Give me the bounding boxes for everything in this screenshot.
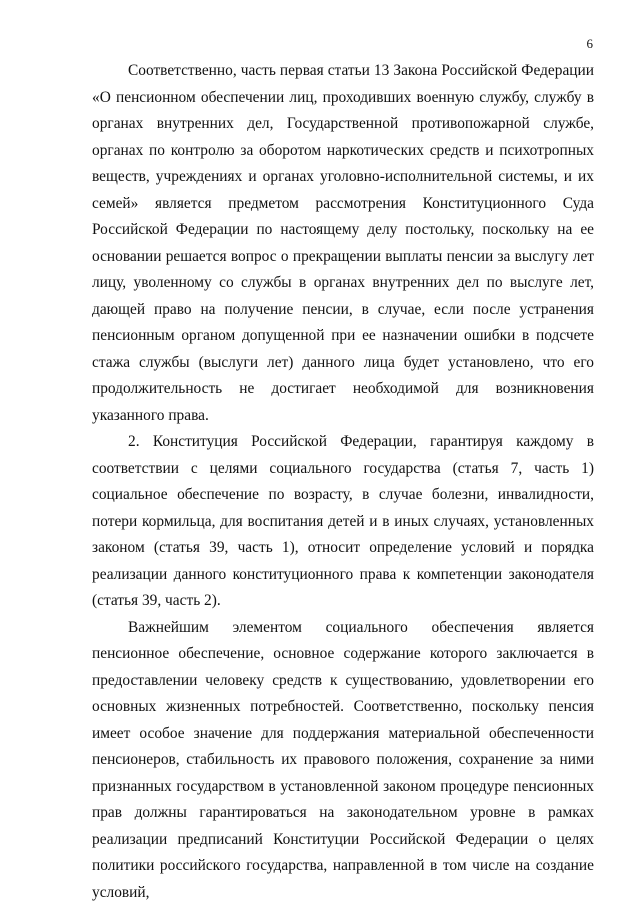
paragraph-1: Соответственно, часть первая статьи 13 Закона Российской Федерации «О пенсионном обеспечении лиц, проходивших военную службу, службу в органах внутренних дел, Государственной противопожарной службе, органах по контролю за оборотом наркотических средств и психотропных веществ, учреждениях и органах уголовно-исполнительной системы, и их семей» является предметом рассмотрения Конституционного Суда Российской Федерации по настоящему делу постольку, поскольку на ее основании решается вопрос о прекращении выплаты пенсии за выслугу лет лицу, уволенному со службы в органах внутренних дел по выслуге лет, дающей право на получение пенсии, в случае, если после устранения пенсионным органом допущенной при ее назначении ошибки в подсчете стажа службы (выслуги лет) данного лица будет установлено, что его продолжительность не достигает необходимой для возникновения указанного права. bbox=[92, 58, 594, 429]
paragraph-3: Важнейшим элементом социального обеспечения является пенсионное обеспечение, основное содержание которого заключается в предоставлении человеку средств к существованию, удовлетворении его основных жизненных потребностей. Соответственно, поскольку пенсия имеет особое значение для поддержания материальной обеспеченности пенсионеров, стабильность их правового положения, сохранение за ними признанных государством в установленной законом процедуре пенсионных прав должны гарантироваться на законодательном уровне в рамках реализации предписаний Конституции Российской Федерации о целях политики российского государства, направленной в том числе на создание условий, bbox=[92, 615, 594, 906]
page-number: 6 bbox=[587, 36, 594, 52]
document-body bbox=[92, 58, 594, 906]
paragraph-2: 2. Конституция Российской Федерации, гарантируя каждому в соответствии с целями социального государства (статья 7, часть 1) социальное обеспечение по возрасту, в случае болезни, инвалидности, потери кормильца, для воспитания детей и в иных случаях, установленных законом (статья 39, часть 1), относит определение условий и порядка реализации данного конституционного права к компетенции законодателя (статья 39, часть 2). bbox=[92, 429, 594, 615]
